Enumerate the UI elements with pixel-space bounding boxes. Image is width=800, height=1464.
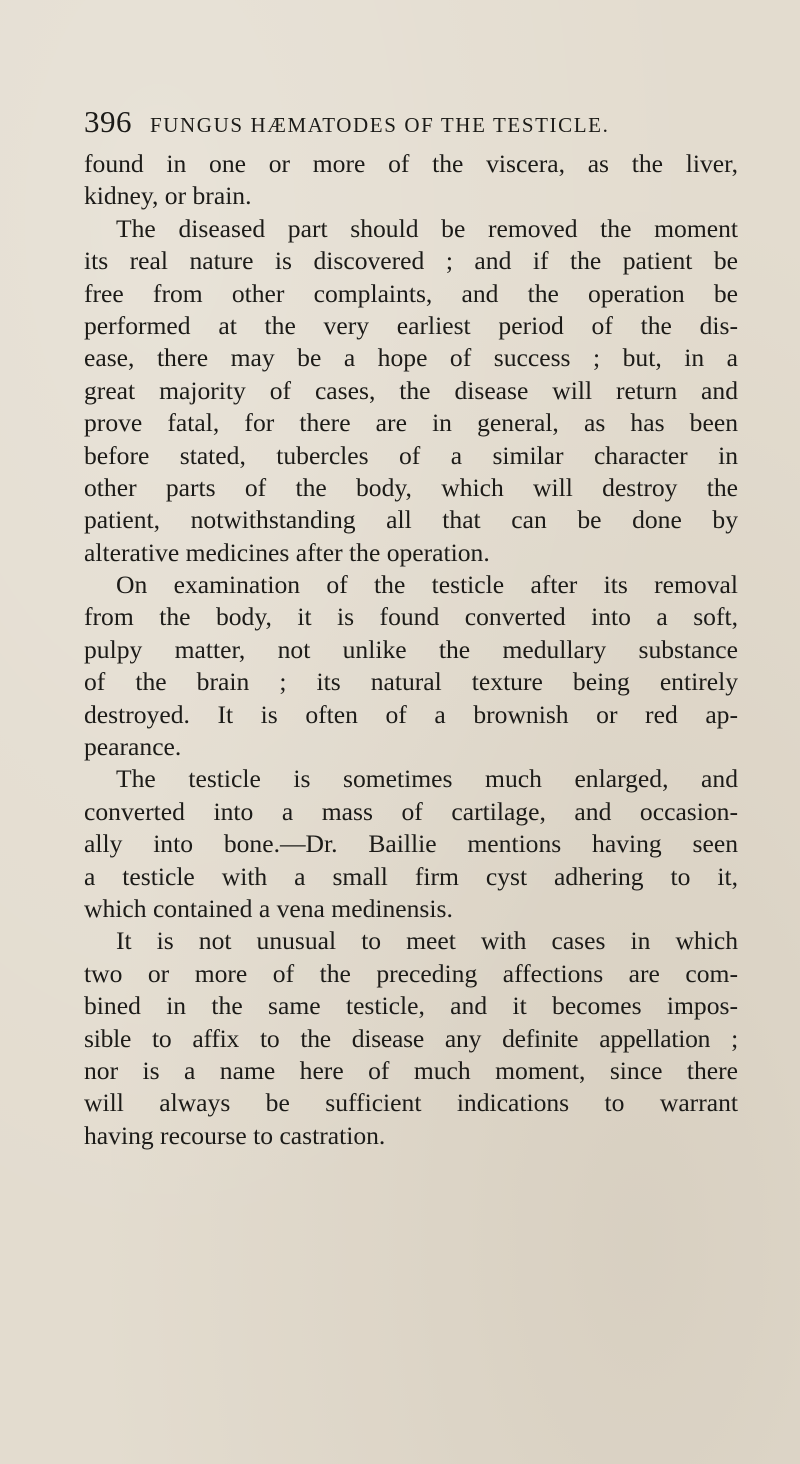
text-line: kidney, or brain.: [84, 181, 252, 211]
text-line: from the body, it is found converted into a soft,: [84, 602, 738, 632]
text-line: great majority of cases, the disease will return and: [84, 375, 738, 405]
text-line: destroyed. It is often of a brownish or red ap-: [84, 699, 738, 729]
body-text: [84, 148, 738, 1152]
paragraph-first-line: The diseased part should be removed the moment: [116, 213, 738, 243]
text-line: nor is a name here of much moment, since there: [84, 1055, 738, 1085]
text-line: having recourse to castration.: [84, 1120, 386, 1150]
text-line: will always be sufficient indications to warrant: [84, 1088, 738, 1118]
page-number: 396: [84, 104, 132, 139]
text-line: ease, there may be a hope of success ; but, in a: [84, 343, 738, 373]
text-line: patient, notwithstanding all that can be done by: [84, 505, 738, 535]
text-line: which contained a vena medinensis.: [84, 893, 453, 923]
text-line: a testicle with a small firm cyst adhering to it,: [84, 861, 738, 891]
text-line: its real nature is discovered ; and if the patient be: [84, 246, 738, 276]
text-line: other parts of the body, which will destroy the: [84, 472, 738, 502]
text-line: converted into a mass of cartilage, and occasion-: [84, 796, 738, 826]
paragraph-first-line: The testicle is sometimes much enlarged, and: [116, 764, 738, 794]
text-line: found in one or more of the viscera, as the liver,: [84, 149, 738, 178]
text-line: alterative medicines after the operation.: [84, 537, 490, 567]
text-line: bined in the same testicle, and it becomes impos-: [84, 991, 738, 1021]
paragraph-first-line: On examination of the testicle after its removal: [116, 570, 738, 600]
running-title: FUNGUS HÆMATODES OF THE TESTICLE.: [150, 113, 610, 137]
text-line: of the brain ; its natural texture being entirely: [84, 667, 738, 697]
text-line: performed at the very earliest period of the dis-: [84, 310, 738, 340]
text-line: ally into bone.—Dr. Baillie mentions having seen: [84, 829, 738, 859]
text-line: two or more of the preceding affections are com-: [84, 958, 738, 988]
paragraph-first-line: It is not unusual to meet with cases in which: [116, 926, 738, 956]
text-line: before stated, tubercles of a similar character in: [84, 440, 738, 470]
text-line: pearance.: [84, 732, 182, 762]
text-line: pulpy matter, not unlike the medullary substance: [84, 634, 738, 664]
text-line: sible to affix to the disease any definite appellation ;: [84, 1023, 738, 1053]
running-header: [84, 104, 744, 144]
text-line: free from other complaints, and the operation be: [84, 278, 738, 308]
text-line: prove fatal, for there are in general, as has been: [84, 408, 738, 438]
